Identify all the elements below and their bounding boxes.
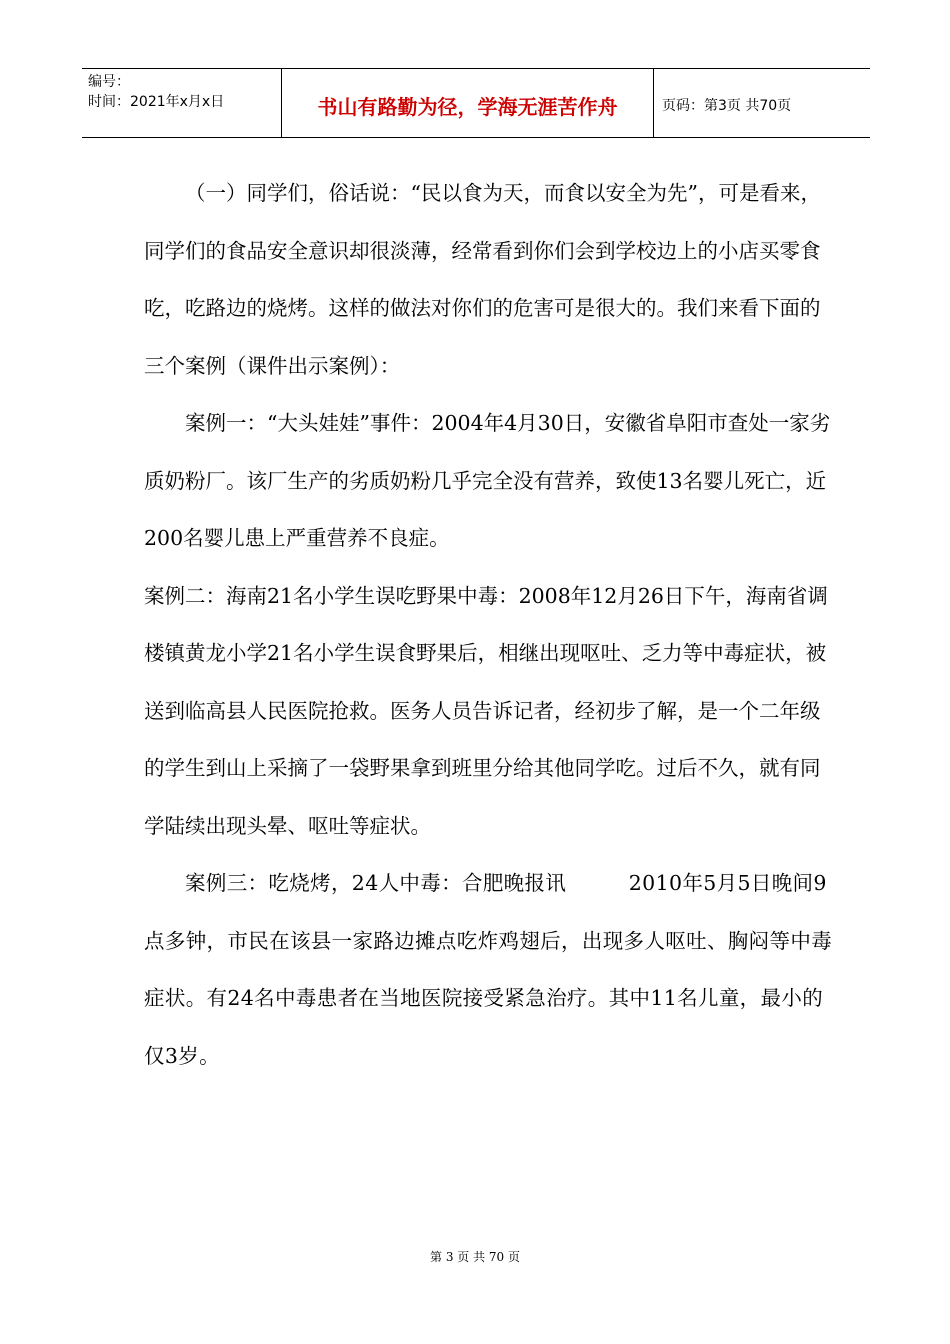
- page-footer: 第 3 页 共 70 页: [430, 1250, 520, 1264]
- document-date: 时间：2021年x月x日: [88, 94, 225, 110]
- header-page-info: 页码：第3页 共70页: [662, 98, 792, 114]
- page-header: [82, 68, 870, 138]
- case-one-paragraph: 案例一：“大头娃娃”事件：2004年4月30日，安徽省阜阳市查处一家劣质奶粉厂。该厂生产的劣质奶粉几乎完全没有营养，致使13名婴儿死亡，近200名婴儿患上严重营养不良症。: [144, 411, 831, 550]
- document-body: [144, 165, 834, 1085]
- document-number-label: 编号：: [88, 74, 130, 90]
- case-three-paragraph: 案例三：吃烧烤，24人中毒：合肥晚报讯 2010年5月5日晚间9点多钟，市民在该县一家路边摊点吃炸鸡翅后，出现多人呕吐、胸闷等中毒症状。有24名中毒患者在当地医院接受紧急治疗。其中11名儿童，最小的仅3岁。: [144, 871, 833, 1068]
- case-two-paragraph: 案例二：海南21名小学生误吃野果中毒：2008年12月26日下午，海南省调楼镇黄龙小学21名小学生误食野果后，相继出现呕吐、乏力等中毒症状，被送到临高县人民医院抢救。医务人员告诉记者，经初步了解，是一个二年级的学生到山上采摘了一袋野果拿到班里分给其他同学吃。过后不久，就有同学陆续出现头晕、呕吐等症状。: [144, 583, 828, 838]
- intro-paragraph: （一）同学们，俗话说：“民以食为天，而食以安全为先”，可是看来，同学们的食品安全意识却很淡薄，经常看到你们会到学校边上的小店买零食吃，吃路边的烧烤。这样的做法对你们的危害可是很大的。我们来看下面的三个案例（课件出示案例）：: [144, 181, 821, 378]
- header-meta: [82, 69, 282, 137]
- header-motto: 书山有路勤为径，学海无涯苦作舟: [282, 69, 654, 137]
